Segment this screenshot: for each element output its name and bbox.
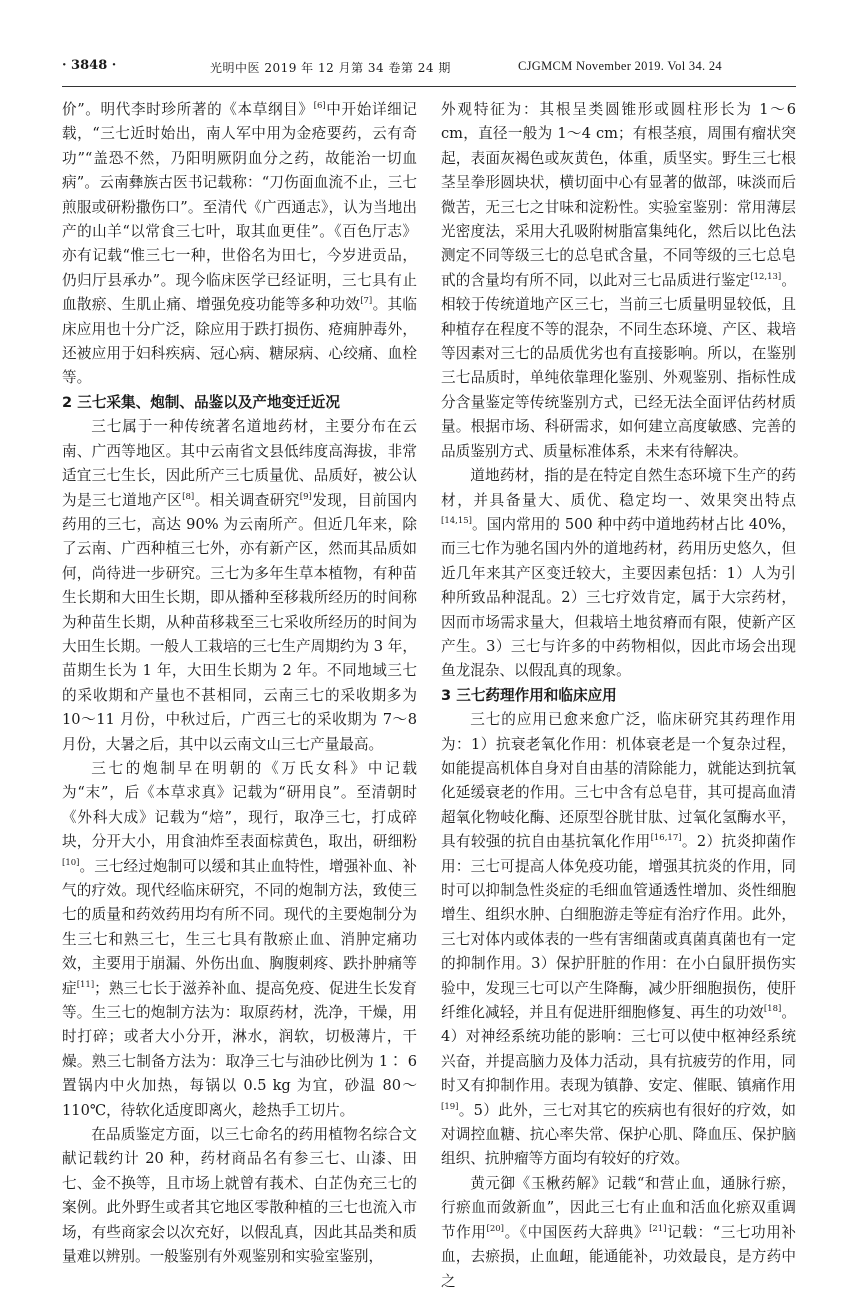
text-run: 。5）此外，三七对其它的疾病也有很好的疗效，如对调控血糖、抗心率失常、保护心肌、降血压、保护脑组织、抗肿瘤等方面均有较好的疗效。: [441, 1101, 796, 1168]
running-header: [62, 54, 796, 80]
citation-ref: [7]: [360, 296, 373, 307]
journal-citation-cn: 光明中医 2019 年 12 月第 34 卷第 24 期: [210, 61, 451, 75]
text-run: 三七的炮制早在明朝的《万氏女科》中记载为“末”，后《本草求真》记载为“研用良”。至清朝时《外科大成》记载为“焙”，现行，取净三七，打成碎块，分开大小，用食油炸至表面棕黄色，取出，研细粉: [62, 759, 417, 851]
citation-ref: [6]: [313, 101, 326, 111]
section-heading: 3 三七药理作用和临床应用: [441, 686, 617, 704]
right-column: [441, 98, 797, 1290]
text-run: 记载：“三七功用补血，去瘀损，止血衄，能通能补，功效最良，是方药中之: [441, 1223, 797, 1290]
citation-ref: [12,13]: [750, 271, 782, 282]
text-run: 。2）抗炎抑菌作用：三七可提高人体免疫功能，增强其抗炎的作用，同时可以抑制急性炎症的毛细血管通透性增加、炎性细胞增生、组织水肿、白细胞游走等症有治疗作用。此外，三七对体内或体表的一些有害细菌或真菌真菌也有一定的抑制作用。3）保护肝脏的作用：在小白鼠肝损伤实验中，发现三七可以产生降酶，减少肝细胞损伤，使肝纤维化减轻，并且有促进肝细胞修复、再生的功效: [441, 833, 796, 1022]
text-run: 。国内常用的 500 种中药中道地药材占比 40%，而三七作为驰名国内外的道地药材，药用历史悠久，但近几年来其产区变迁较大，主要因素包括：1）人为引种所致品种混乱。2）三七疗效肯定，属于大宗药材，因而市场需求量大，但栽培土地贫瘠而有限，使新产区产生。3）三七与许多的中药物相似，因此市场会出现鱼龙混杂、以假乱真的现象。: [441, 515, 796, 680]
paragraph: [62, 98, 417, 391]
citation-ref: [14,15]: [441, 515, 472, 526]
citation-ref: [21]: [649, 1223, 667, 1234]
text-run: 外观特征为：其根呈类圆锥形或圆柱形长为 1～6 cm，直径一般为 1～4 cm；有根茎痕，周围有瘤状突起，表面灰褐色或灰黄色，体重，质坚实。野生三七根茎呈拳形圆块状，横切面中心有显著的做部，味淡而后微苦，无三七之甘味和淀粉性。实验室鉴别：常用薄层光密度法，采用大孔吸附树脂富集纯化，然后以比色法测定不同等级三七的总皂甙含量，不同等级的三七总皂甙的含量均有所不同，以此对三七品质进行鉴定: [441, 101, 796, 289]
citation-ref: [11]: [76, 979, 95, 990]
text-run: 。4）对神经系统功能的影响：三七可以使中枢神经系统兴奋，并提高脑力及体力活动，具有抗疲劳的作用，同时又有抑制作用。表现为镇静、安定、催眠、镇痛作用: [441, 1004, 796, 1095]
citation-ref: [20]: [486, 1223, 504, 1234]
paragraph: [441, 98, 796, 464]
citation-ref: [10]: [62, 857, 80, 868]
text-run: 三七的应用已愈来愈广泛，临床研究其药理作用为：1）抗衰老氧化作用：机体衰老是一个复杂过程，如能提高机体自身对自由基的清除能力，就能达到抗氧化延缓衰老的作用。三七中含有总皂苷，其可提高血清超氧化物岐化酶、还原型谷胱甘肽、过氧化氢酶水平，具有较强的抗自由基抗氧化作用: [441, 711, 796, 851]
text-run: 。其临床应用也十分广泛，除应用于跌打损伤、疮痈肿毒外，还被应用于妇科疾病、冠心病、糖尿病、心绞痛、血栓等。: [62, 296, 417, 387]
text-run: 三七属于一种传统著名道地药材，主要分布在云南、广西等地区。其中云南省文县低纬度高海拔，非常适宜三七生长，因此所产三七质量优、品质好，被公认为是三七道地产区: [62, 418, 417, 509]
text-run: 中开始详细记载，“三七近时始出，南人军中用为金疮要药，云有奇功”“盖恐不然，乃阳明厥阴血分之药，故能治一切血病”。云南彝族古医书记载称：“刀伤面血流不止，三七煎服或研粉撒伤口”。至清代《广西通志》，认为当地出产的山羊“以常食三七叶，取其血更佳”。《百色厅志》亦有记载“惟三七一种，世俗名为田七，今岁进贡品，仍归厅县承办”。现今临床医学已经证明，三七具有止血散瘀、生肌止痛、增强免疫功能等多种功效: [62, 101, 417, 314]
paragraph: [441, 708, 796, 1172]
paragraph: 在品质鉴定方面，以三七命名的药用植物名综合文献记载约计 20 种，药材商品名有参三七、山漆、田七、金不换等，且市场上就曾有莪术、白芷伪充三七的案例。此外野生或者其它地区零散种植的三七也流入市场，有些商家会以次充好，以假乱真，因此其品类和质量难以辨别。一般鉴别有外观鉴别和实验室鉴别，: [62, 1126, 417, 1266]
text-run: ；熟三七长于滋养补血、提高免疫、促进生长发育等。生三七的炮制方法为：取原药材，洗净，干燥，用时打碎；或者大小分开，淋水，润软，切极薄片，干燥。熟三七制备方法为：取净三七与油砂比例为 1∶ 6 置锅内中火加热，每锅以 0.5 kg 为宜，砂温 80～110℃，待软化适度即离火，趁热手工切片。: [62, 979, 417, 1119]
citation-ref: [18]: [763, 1004, 782, 1015]
section-heading: 2 三七采集、炮制、品鉴以及产地变迁近况: [62, 393, 340, 411]
left-column: [62, 98, 417, 1266]
citation-ref: [16,17]: [650, 833, 682, 844]
text-run: 。三七经过炮制可以缓和其止血特性，增强补血、补气的疗效。现代经临床研究，不同的炮制方法，致使三七的质量和药效药用均有所不同。现代的主要炮制分为生三七和熟三七，生三七具有散瘀止血、消肿定痛功效，主要用于崩漏、外伤出血、胸腹刺疼、跌扑肿痛等症: [62, 857, 417, 997]
text-run: 。相关调查研究: [194, 491, 300, 509]
citation-ref: [19]: [441, 1101, 459, 1112]
paragraph: [62, 757, 417, 1123]
paragraph: [62, 415, 417, 757]
paragraph: [441, 1172, 796, 1294]
paragraph: [441, 464, 796, 684]
citation-ref: [8]: [182, 491, 195, 502]
text-run: 发现，目前国内药用的三七，高达 90% 为云南所产。但近几年来，除了云南、广西种植三七外，亦有新产区，然而其品质如何，尚待进一步研究。三七为多年生草本植物，有种苗生长期和大田生长期，即从播种至移栽所经历的时间称为种苗生长期，从种苗移栽至三七采收所经历的时间为大田生长期。一般人工栽培的三七生产周期约为 3 年，苗期生长为 1 年，大田生长期为 2 年。不同地域三七的采收期和产量也不甚相同，云南三七的采收期多为 10～11 月份，中秋过后，广西三七的采收期为 7～8 月份，大暑之后，其中以云南文山三七产量最高。: [62, 491, 417, 753]
text-run: 价”。明代李时珍所著的《本草纲目》: [62, 101, 314, 118]
header-rule: [62, 86, 796, 87]
text-run: 。相较于传统道地产区三七，当前三七质量明显较低，且种植存在程度不等的混杂，不同生态环境、产区、栽培等因素对三七的品质优劣也有直接影响。所以，在鉴别三七品质时，单纯依靠理化鉴别、外观鉴别、指标性成分含量鉴定等传统鉴别方式，已经无法全面评估药材质量。根据市场、科研需求，如何建立高度敏感、完善的品质鉴别方式、质量标准体系，未来有待解决。: [441, 271, 796, 460]
text-run: 黄元御《玉楸药解》记载“和营止血，通脉行瘀，行瘀血而敛新血”，因此三七有止血和活血化瘀双重调节作用: [441, 1174, 796, 1241]
page-number: · 3848 ·: [62, 58, 117, 73]
citation-ref: [9]: [299, 491, 312, 502]
text-run: 。《中国医药大辞典》: [504, 1223, 650, 1241]
journal-citation-en: CJGMCM November 2019. Vol 34. 24: [518, 59, 722, 73]
text-run: 道地药材，指的是在特定自然生态环境下生产的药材，并具备量大、质优、稳定均一、效果突出特点: [441, 467, 796, 509]
